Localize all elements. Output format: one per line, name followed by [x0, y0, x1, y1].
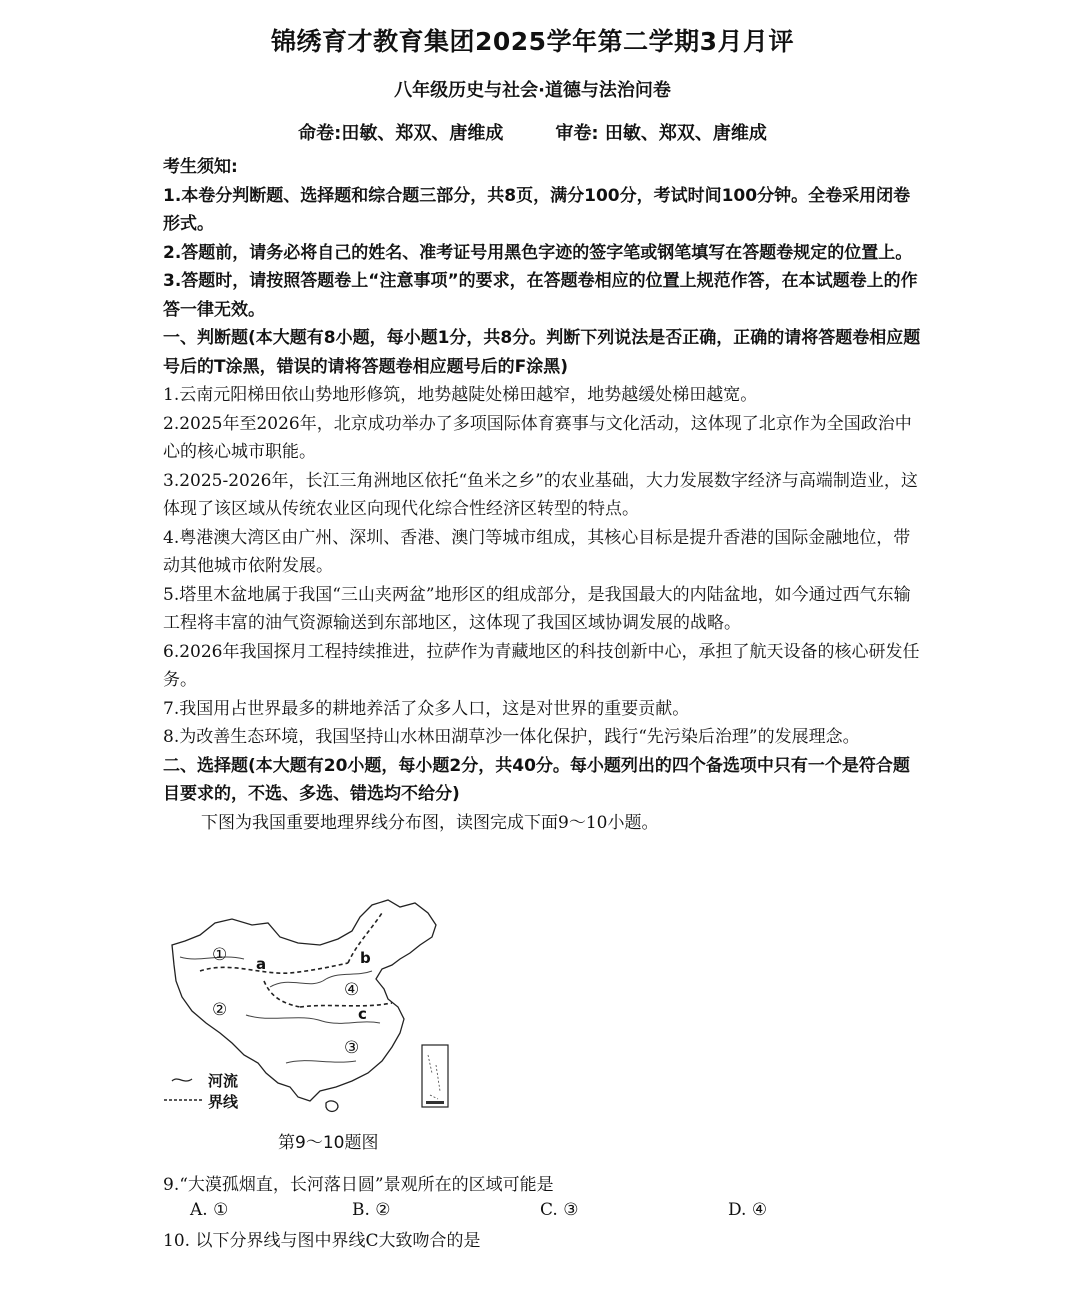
- judge-question-5: 5.塔里木盆地属于我国“三山夹两盆”地形区的组成部分，是我国最大的内陆盆地，如今通过西气东输工程将丰富的油气资源输送到东部地区，这体现了我国区域协调发展的战略。: [163, 584, 911, 633]
- judge-question-6: 6.2026年我国探月工程持续推进，拉萨作为青藏地区的科技创新中心，承担了航天设备的核心研发任务。: [163, 641, 920, 690]
- map-caption: 第9～10题图: [278, 1133, 379, 1153]
- south-china-sea-inset: [422, 1045, 448, 1107]
- judge-question-2: 2.2025年至2026年，北京成功举办了多项国际体育赛事与文化活动，这体现了北京作为全国政治中心的核心城市职能。: [163, 413, 912, 462]
- question-10-stem: 10. 以下分界线与图中界线C大致吻合的是: [163, 1231, 481, 1251]
- region-label-4: ④: [344, 980, 360, 1000]
- region-label-1: ①: [212, 945, 228, 965]
- china-boundary-map: [160, 895, 450, 1115]
- river-pearl: [286, 1061, 356, 1063]
- reviewer: 审卷: 田敏、郑双、唐维成: [555, 123, 767, 144]
- boundary-c: [300, 1003, 392, 1007]
- section1-heading: 一、判断题(本大题有8小题，每小题1分，共8分。判断下列说法是否正确，正确的请将答题卷相应题号后的T涂黑，错误的请将答题卷相应题号后的F涂黑): [163, 328, 921, 377]
- exam-subtitle: 八年级历史与社会·道德与法治问卷: [394, 80, 671, 101]
- q9-option-c: C. ③: [540, 1200, 579, 1220]
- judge-question-7: 7.我国用占世界最多的耕地养活了众多人口，这是对世界的重要贡献。: [163, 698, 690, 719]
- hainan-island: [326, 1101, 338, 1112]
- line-label-a: a: [256, 955, 267, 973]
- region-label-3: ③: [344, 1038, 360, 1058]
- exam-title: 锦绣育才教育集团2025学年第二学期3月月评: [271, 27, 794, 56]
- region-label-2: ②: [212, 1000, 228, 1020]
- authors-line: [0, 119, 1065, 145]
- line-label-c: c: [358, 1005, 367, 1023]
- q9-option-a: A. ①: [190, 1200, 229, 1220]
- judge-question-3: 3.2025-2026年，长江三角洲地区依托“鱼米之乡”的农业基础，大力发展数字经济与高端制造业，这体现了该区域从传统农业区向现代化综合性经济区转型的特点。: [163, 470, 918, 519]
- q9-option-d: D. ④: [728, 1200, 768, 1220]
- legend-boundary-label: 界线: [208, 1093, 239, 1111]
- proposer: 命卷:田敏、郑双、唐维成: [298, 123, 504, 144]
- notice-block: [163, 153, 923, 837]
- judge-question-8: 8.为改善生态环境，我国坚持山水林田湖草沙一体化保护，践行“先污染后治理”的发展理念。: [163, 727, 860, 747]
- judge-question-1: 1.云南元阳梯田依山势地形修筑，地势越陡处梯田越窄，地势越缓处梯田越宽。: [163, 385, 758, 405]
- map-legend: [164, 1072, 239, 1111]
- notice-heading: 考生须知:: [163, 157, 238, 177]
- section2-heading: 二、选择题(本大题有20小题，每小题2分，共40分。每小题列出的四个备选项中只有一个是符合题目要求的，不选、多选、错选均不给分): [163, 755, 910, 804]
- line-label-b: b: [360, 949, 371, 967]
- map-intro: 下图为我国重要地理界线分布图，读图完成下面9～10小题。: [201, 812, 659, 833]
- notice-item-2: 2.答题前，请务必将自己的姓名、准考证号用黑色字迹的签字笔或钢笔填写在答题卷规定的位置上。: [163, 242, 913, 263]
- legend-river-label: 河流: [208, 1072, 239, 1090]
- judge-question-4: 4.粤港澳大湾区由广州、深圳、香港、澳门等城市组成，其核心目标是提升香港的国际金融地位，带动其他城市依附发展。: [163, 527, 911, 576]
- legend-river-symbol: [172, 1079, 192, 1081]
- notice-item-1: 1.本卷分判断题、选择题和综合题三部分，共8页，满分100分，考试时间100分钟。全卷采用闭卷形式。: [163, 185, 911, 234]
- notice-item-3: 3.答题时，请按照答题卷上“注意事项”的要求，在答题卷相应的位置上规范作答，在本试题卷上的作答一律无效。: [163, 271, 918, 320]
- question-9-stem: 9.“大漠孤烟直，长河落日圆”景观所在的区域可能是: [163, 1175, 554, 1195]
- q9-option-b: B. ②: [352, 1200, 391, 1220]
- boundary-qinghai: [264, 981, 300, 1007]
